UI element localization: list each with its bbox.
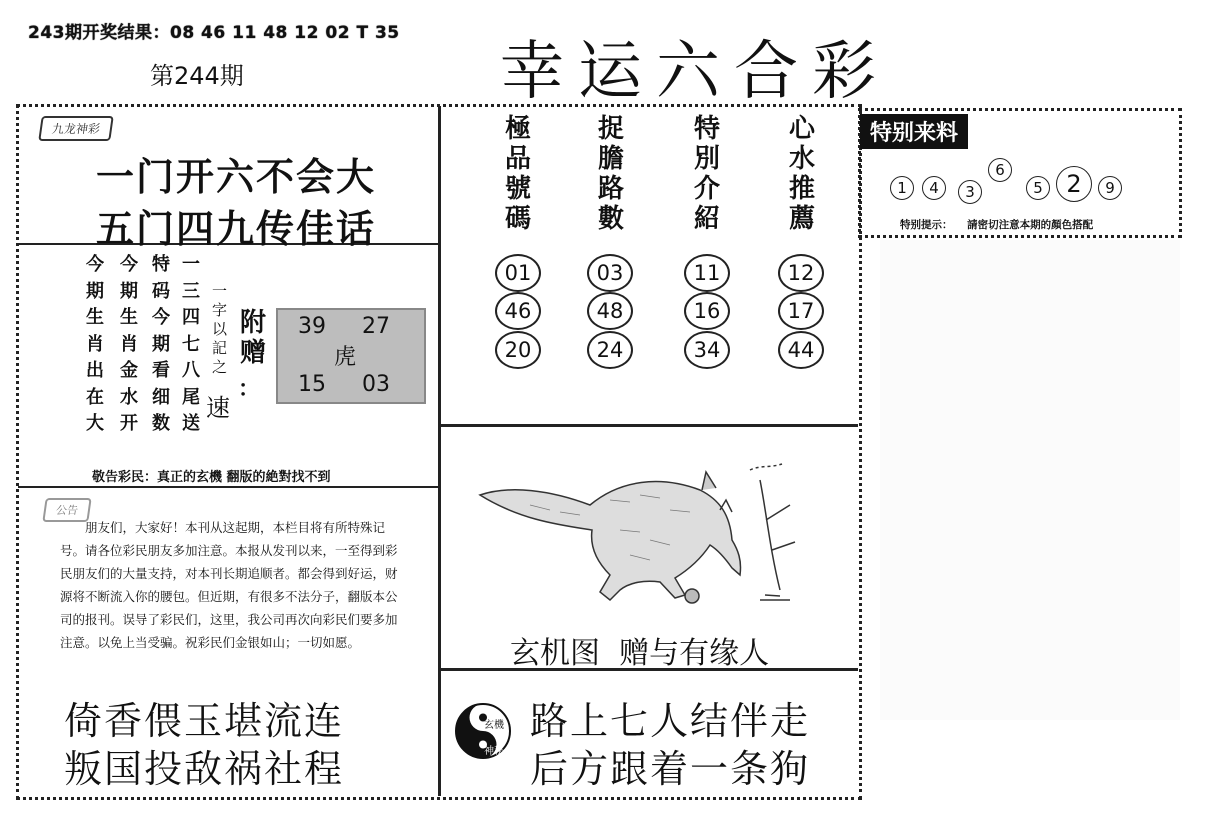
number-circle: 01: [495, 254, 541, 292]
blank-area: [880, 240, 1180, 720]
vertical-text-column: 特码今期看细数: [152, 254, 170, 434]
special-number: 4: [922, 176, 946, 200]
vertical-text-column: 今期生肖出在大: [86, 254, 104, 434]
number-circle: 24: [587, 331, 633, 369]
image-caption: 玄机图 赠与有缘人: [510, 636, 770, 671]
notice-tag: 公告: [42, 498, 91, 522]
divider: [440, 424, 858, 427]
previous-result: 243期开奖结果：08 46 11 48 12 02 T 35: [28, 23, 400, 43]
poem-line-2: 叛国投敌祸社程: [64, 747, 345, 791]
brand-tag: 九龙神彩: [38, 116, 114, 141]
number-circle: 20: [495, 331, 541, 369]
wolf-illustration: [470, 450, 810, 620]
divider: [438, 106, 441, 796]
special-number: 2: [1056, 166, 1092, 202]
special-number: 1: [890, 176, 914, 200]
gift-colon: ：: [238, 377, 261, 402]
number-circle: 17: [778, 292, 824, 330]
memo-text-big: 速: [206, 394, 230, 422]
gift-label: 附赠: [240, 308, 267, 368]
poem-line-1: 倚香偎玉堪流连: [64, 699, 345, 743]
memo-text: 一字以記之: [212, 282, 228, 376]
yin-yang-text: 玄機: [484, 720, 504, 731]
number-circle: 46: [495, 292, 541, 330]
special-number: 5: [1026, 176, 1050, 200]
divider: [18, 486, 438, 488]
gift-number: 27: [362, 314, 390, 339]
issue-number: 第244期: [150, 62, 244, 90]
column-header: 心水推薦: [788, 114, 815, 234]
column-header: 特別介紹: [693, 114, 720, 234]
vertical-text-column: 一三四七八尾送: [182, 254, 200, 434]
slogan-line-1: 一门开六不会大: [96, 154, 377, 199]
special-tip: 特别提示： 請密切注意本期的顏色搭配: [900, 219, 1094, 231]
number-circle: 44: [778, 331, 824, 369]
gift-number: 15: [298, 372, 326, 397]
special-number: 3: [958, 180, 982, 204]
yin-yang-text: 神秘: [484, 746, 504, 757]
number-circle: 03: [587, 254, 633, 292]
gift-number: 03: [362, 372, 390, 397]
special-number: 6: [988, 158, 1012, 182]
special-header: 特别来料: [860, 114, 968, 149]
number-circle: 11: [684, 254, 730, 292]
number-circle: 12: [778, 254, 824, 292]
warning-text: 敬告彩民：真正的玄機 翻版的絶對找不到: [92, 470, 331, 485]
vertical-text-column: 今期生肖金水开: [120, 254, 138, 434]
riddle-line-2: 后方跟着一条狗: [530, 747, 811, 791]
column-header: 極品號碼: [504, 114, 531, 234]
gift-zodiac: 虎: [334, 345, 357, 370]
number-circle: 48: [587, 292, 633, 330]
special-number: 9: [1098, 176, 1122, 200]
riddle-line-1: 路上七人结伴走: [530, 699, 811, 743]
column-header: 捉膽路數: [597, 114, 624, 234]
notice-paragraph: 朋友们，大家好！本刊从这起期，本栏目将有所特殊记号。请各位彩民朋友多加注意。本报从发刊以来，一至得到彩民朋友们的大量支持，对本刊长期追顺者。都会得到好运，财源将不断流入你的腰包。但近期，有很多不法分子，翻版本公司的报刊。误导了彩民们，这里，我公司再次向彩民们要多加注意。以免上当受骗。祝彩民们金银如山；一切如愿。: [60, 520, 398, 650]
number-circle: 34: [684, 331, 730, 369]
slogan-line-2: 五门四九传佳话: [96, 206, 377, 251]
gift-number: 39: [298, 314, 326, 339]
number-circle: 16: [684, 292, 730, 330]
page-title: 幸运六合彩: [500, 35, 890, 109]
